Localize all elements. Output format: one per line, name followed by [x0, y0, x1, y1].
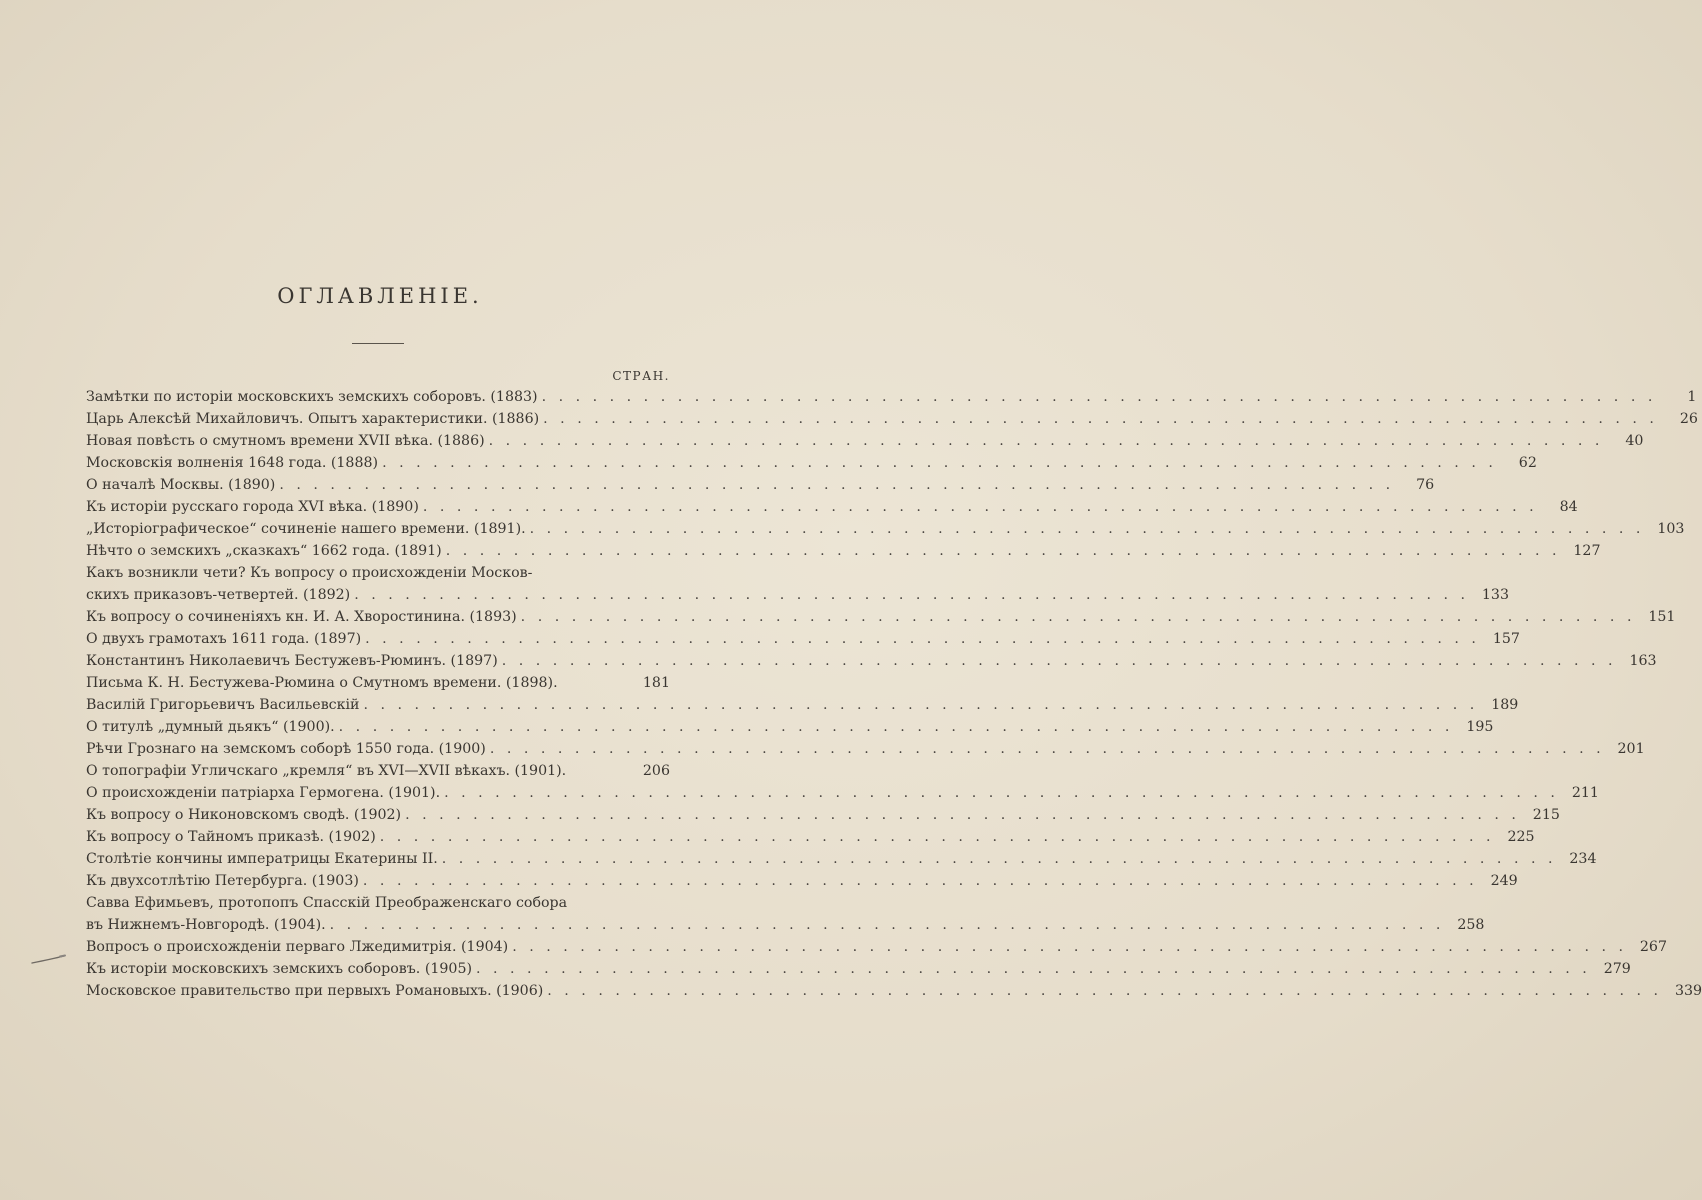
toc-entry [86, 518, 1685, 540]
toc-entry-title: Столѣтіе кончины императрицы Екатерины II. [86, 851, 438, 867]
toc-entry-title: Къ вопросу о сочиненіяхъ кн. И. А. Хворостинина. (1893) [86, 609, 517, 625]
toc-page-number: 40 [1625, 433, 1644, 449]
dot-leader [526, 518, 1645, 540]
toc-entry-row [86, 628, 1520, 650]
toc-entry [86, 980, 1702, 1002]
dot-leader [359, 870, 1478, 892]
toc-entry-row [86, 430, 1644, 452]
dot-leader [275, 474, 1394, 496]
toc-page-number: 163 [1629, 653, 1657, 669]
toc-entries [86, 386, 1702, 1002]
toc-entry-title: Константинъ Николаевичъ Бестужевъ-Рюминъ. (1897) [86, 653, 498, 669]
toc-entry-row [86, 540, 1601, 562]
toc-page-number: 103 [1657, 521, 1685, 537]
toc-entry [86, 540, 1601, 562]
toc-entry-row [86, 672, 670, 694]
toc-entry-row [86, 760, 670, 782]
toc-entry-row [86, 716, 1494, 738]
toc-entry [86, 738, 1645, 760]
toc-entry-title: Московскія волненія 1648 года. (1888) [86, 455, 379, 471]
dot-leader [326, 914, 1445, 936]
toc-entry [86, 650, 1657, 672]
toc-entry-row [86, 980, 1702, 1002]
toc-entry-row [86, 518, 1685, 540]
toc-page-number: 127 [1573, 543, 1601, 559]
dot-leader [498, 650, 1617, 672]
toc-entry [86, 606, 1676, 628]
toc-page-number: 133 [1481, 587, 1509, 603]
toc-entry [86, 716, 1494, 738]
toc-entry-title: Царь Алексѣй Михайловичъ. Опытъ характеристики. (1886) [86, 411, 540, 427]
toc-entry [86, 408, 1698, 430]
dot-leader [517, 606, 1636, 628]
toc-page-number: 1 [1687, 389, 1697, 405]
toc-entry-title: „Исторіографическое“ сочиненіе нашего времени. (1891). [86, 521, 526, 537]
dot-leader [472, 958, 1591, 980]
toc-entry [86, 848, 1597, 870]
toc-entry-row [86, 474, 1435, 496]
toc-entry-title: О титулѣ „думный дьякъ“ (1900). [86, 719, 335, 735]
toc-entry-row [86, 870, 1518, 892]
toc-entry [86, 936, 1667, 958]
toc-entry-row [86, 914, 1485, 936]
toc-entry-row [86, 408, 1698, 430]
toc-page-number: 151 [1648, 609, 1676, 625]
toc-entry-title: Василій Григорьевичъ Васильевскій [86, 697, 360, 713]
toc-entry-row [86, 782, 1599, 804]
toc-entry [86, 672, 670, 694]
dot-leader [485, 430, 1604, 452]
toc-entry-title: Къ двухсотлѣтію Петербурга. (1903) [86, 873, 359, 889]
dot-leader [359, 694, 1478, 716]
dot-leader [378, 452, 1497, 474]
toc-page-number: 211 [1571, 785, 1599, 801]
toc-entry-title-line: Савва Ефимьевъ, протопопъ Спасскій Преображенскаго собора [86, 895, 568, 911]
toc-entry-row [86, 452, 1537, 474]
toc-entry-title: Къ вопросу о Никоновскомъ сводѣ. (1902) [86, 807, 402, 823]
toc-page-number: 26 [1679, 411, 1698, 427]
toc-entry-title: Нѣчто о земскихъ „сказкахъ“ 1662 года. (1891) [86, 543, 442, 559]
toc-page-number: 201 [1617, 741, 1645, 757]
dot-leader [376, 826, 1495, 848]
toc-entry-title: Московское правительство при первыхъ Романовыхъ. (1906) [86, 983, 544, 999]
toc-page-number: 234 [1569, 851, 1597, 867]
toc-entry [86, 562, 1509, 606]
toc-page-number: 206 [642, 763, 670, 779]
toc-entry-title: Новая повѣсть о смутномъ времени XVII вѣка. (1886) [86, 433, 485, 449]
toc-entry-row [86, 386, 1697, 408]
dot-leader [442, 540, 1561, 562]
toc-entry-row [86, 650, 1657, 672]
toc-entry-title: О двухъ грамотахъ 1611 года. (1897) [86, 631, 362, 647]
toc-page-number: 157 [1492, 631, 1520, 647]
toc-entry [86, 826, 1535, 848]
toc-entry-title: О началѣ Москвы. (1890) [86, 477, 276, 493]
toc-entry-row [86, 848, 1597, 870]
page-title: ОГЛАВЛЕНІЕ. [277, 284, 483, 308]
dot-leader [543, 980, 1662, 1002]
page-column-header: СТРАН. [612, 369, 670, 383]
toc-page-number: 267 [1639, 939, 1667, 955]
toc-page-number: 279 [1603, 961, 1631, 977]
toc-entry-title: Къ исторіи московскихъ земскихъ соборовъ. (1905) [86, 961, 472, 977]
dot-leader [539, 408, 1658, 430]
toc-entry [86, 694, 1519, 716]
toc-page-number: 339 [1674, 983, 1702, 999]
toc-entry-title: Рѣчи Грознаго на земскомъ соборѣ 1550 года. (1900) [86, 741, 486, 757]
toc-entry-title: скихъ приказовъ-четвертей. (1892) [86, 587, 351, 603]
toc-page-number: 225 [1507, 829, 1535, 845]
table-of-contents [86, 366, 1702, 1002]
pencil-mark [30, 952, 66, 966]
toc-entry [86, 870, 1518, 892]
toc-page-number: 181 [642, 675, 670, 691]
dot-leader [361, 628, 1480, 650]
toc-entry-title: О топографіи Угличскаго „кремля“ въ XVI—XVII вѣкахъ. (1901). [86, 763, 567, 779]
toc-page-number: 195 [1466, 719, 1494, 735]
toc-entry-row [86, 826, 1535, 848]
dot-leader [335, 716, 1454, 738]
toc-entry [86, 474, 1435, 496]
toc-entry-title: Замѣтки по исторіи московскихъ земскихъ соборовъ. (1883) [86, 389, 538, 405]
toc-entry-row [86, 936, 1667, 958]
toc-entry-title-line: Какъ возникли чети? Къ вопросу о происхожденіи Москов- [86, 565, 533, 581]
toc-entry [86, 958, 1631, 980]
title-rule [352, 343, 404, 344]
toc-entry-title: Къ вопросу о Тайномъ приказѣ. (1902) [86, 829, 376, 845]
toc-entry-row [86, 958, 1631, 980]
toc-page-number: 215 [1532, 807, 1560, 823]
toc-entry [86, 386, 1697, 408]
toc-entry [86, 628, 1520, 650]
toc-entry-title: Къ исторіи русскаго города XVI вѣка. (1890) [86, 499, 419, 515]
toc-entry-row [86, 606, 1676, 628]
toc-entry [86, 760, 670, 782]
toc-page-number: 76 [1416, 477, 1435, 493]
toc-entry-title: Вопросъ о происхожденіи перваго Лжедимитрія. (1904) [86, 939, 509, 955]
dot-leader [440, 782, 1559, 804]
dot-leader [401, 804, 1520, 826]
toc-page-number: 258 [1457, 917, 1485, 933]
toc-entry [86, 496, 1578, 518]
toc-entry [86, 452, 1537, 474]
toc-page-number: 62 [1518, 455, 1537, 471]
dot-leader [350, 584, 1469, 606]
dot-leader [438, 848, 1557, 870]
toc-entry [86, 892, 1485, 936]
dot-leader [508, 936, 1627, 958]
toc-entry-row [86, 584, 1509, 606]
toc-entry-title: Письма К. Н. Бестужева-Рюмина о Смутномъ времени. (1898). [86, 675, 558, 691]
toc-page-number: 249 [1490, 873, 1518, 889]
toc-entry-title: въ Нижнемъ-Новгородѣ. (1904). [86, 917, 326, 933]
toc-entry-row [86, 496, 1578, 518]
dot-leader [419, 496, 1538, 518]
toc-entry [86, 430, 1644, 452]
toc-entry-row [86, 804, 1560, 826]
toc-entry [86, 782, 1599, 804]
toc-page-number: 189 [1491, 697, 1519, 713]
dot-leader [538, 386, 1657, 408]
toc-entry-row [86, 738, 1645, 760]
toc-page-number: 84 [1559, 499, 1578, 515]
toc-entry [86, 804, 1560, 826]
toc-entry-row [86, 694, 1519, 716]
dot-leader [486, 738, 1605, 760]
toc-entry-title: О происхожденіи патріарха Гермогена. (1901). [86, 785, 441, 801]
